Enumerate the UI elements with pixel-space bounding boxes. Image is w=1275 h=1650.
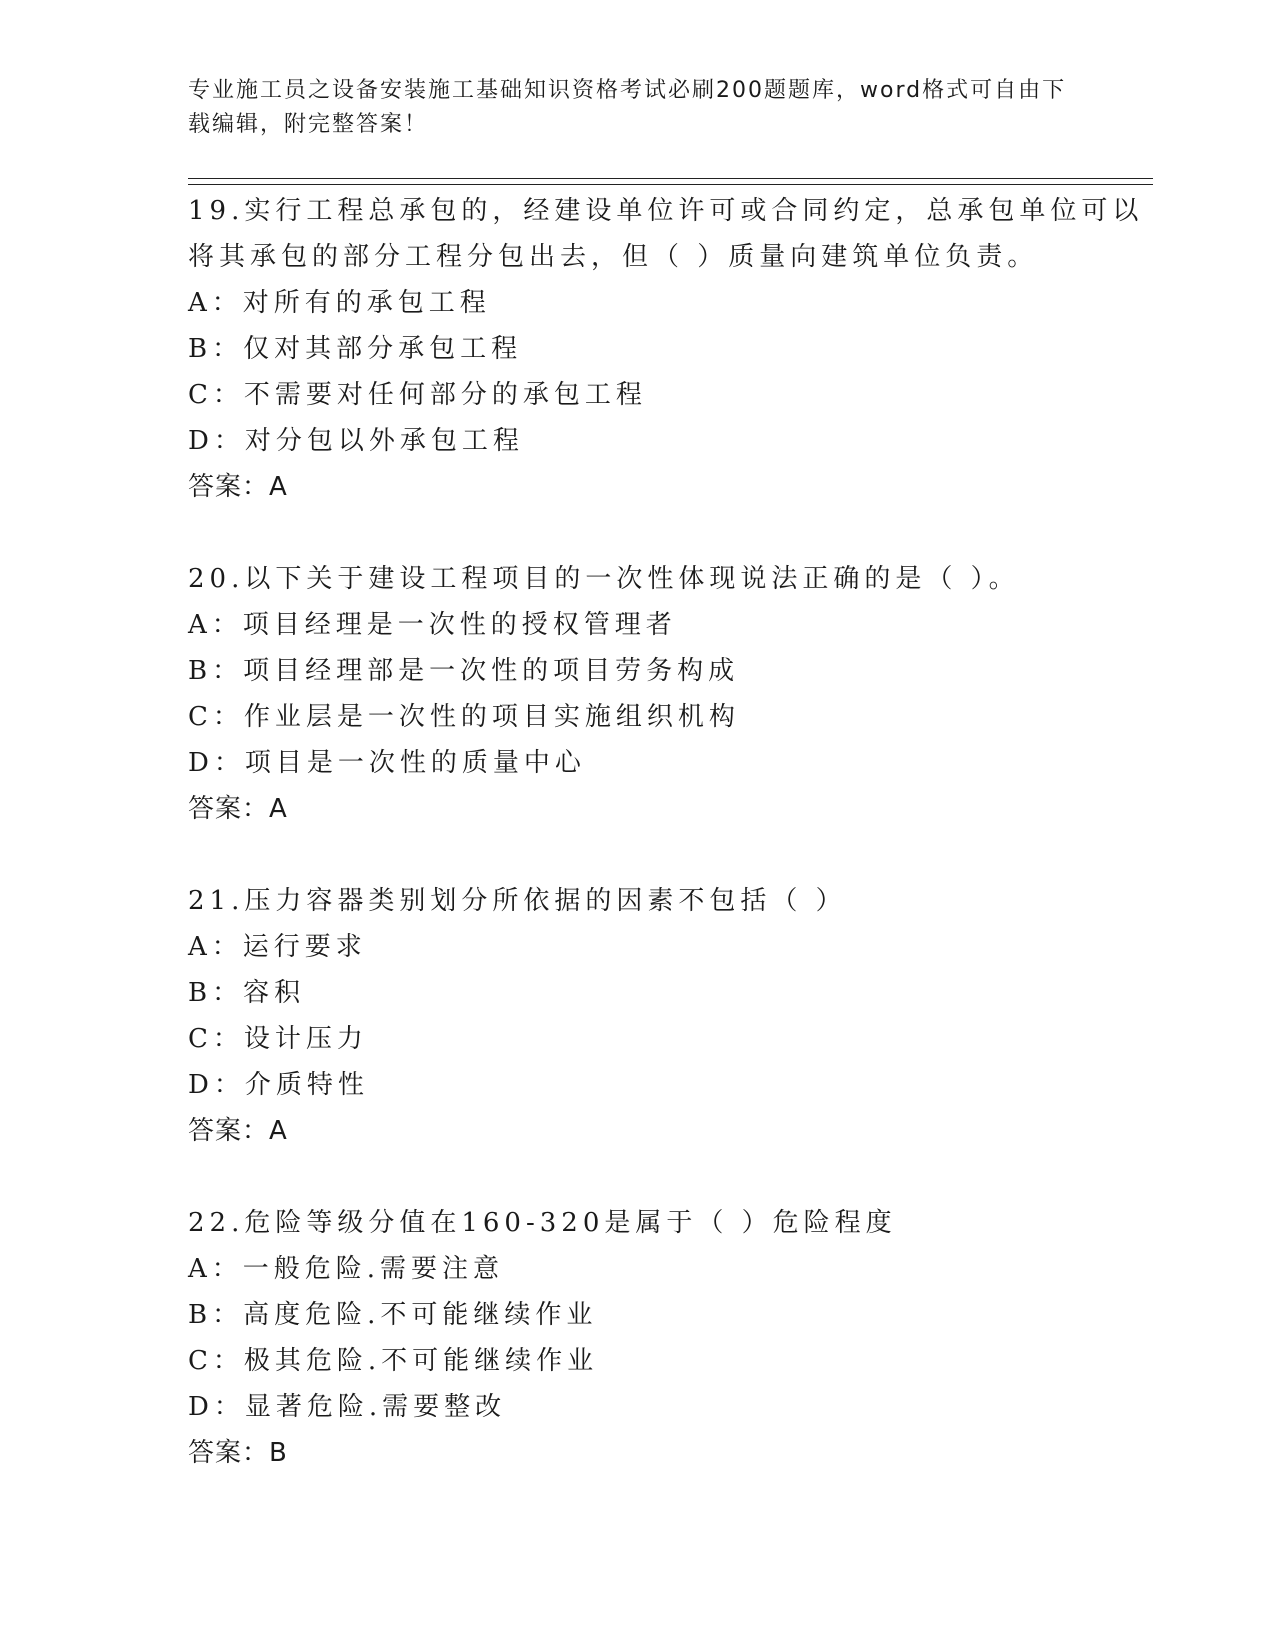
question-stem: 21.压力容器类别划分所依据的因素不包括（ ） [188, 886, 847, 916]
question-list [188, 188, 1148, 1476]
option-c: C：设计压力 [188, 1024, 368, 1054]
option-c: C：极其危险.不可能继续作业 [188, 1346, 599, 1376]
option-a: A：对所有的承包工程 [188, 288, 491, 318]
question-spacer [188, 510, 1148, 556]
question-spacer [188, 832, 1148, 878]
option-c: C：作业层是一次性的项目实施组织机构 [188, 702, 740, 732]
question-spacer [188, 1154, 1148, 1200]
question-22 [188, 1200, 1148, 1476]
answer: 答案：A [188, 472, 288, 502]
option-b: B：高度危险.不可能继续作业 [188, 1300, 598, 1330]
header-divider-top [188, 178, 1153, 179]
header-divider-bottom [188, 184, 1153, 185]
option-b: B：容积 [188, 978, 306, 1008]
option-a: A：一般危险.需要注意 [188, 1254, 505, 1284]
question-21 [188, 878, 1148, 1154]
question-stem: 20.以下关于建设工程项目的一次性体现说法正确的是（ ）。 [188, 564, 1020, 594]
option-d: D：介质特性 [188, 1070, 369, 1100]
option-b: B：项目经理部是一次性的项目劳务构成 [188, 656, 740, 686]
answer: 答案：A [188, 794, 288, 824]
document-header: 专业施工员之设备安装施工基础知识资格考试必刷200题题库，word格式可自由下载编辑，附完整答案！ [188, 78, 1067, 137]
question-20 [188, 556, 1148, 832]
option-a: A：运行要求 [188, 932, 367, 962]
question-19 [188, 188, 1148, 510]
option-d: D：对分包以外承包工程 [188, 426, 524, 456]
answer: 答案：B [188, 1438, 288, 1468]
question-stem: 19.实行工程总承包的，经建设单位许可或合同约定，总承包单位可以将其承包的部分工程分包出去，但（ ）质量向建筑单位负责。 [188, 196, 1144, 272]
option-d: D：显著危险.需要整改 [188, 1392, 507, 1422]
option-a: A：项目经理是一次性的授权管理者 [188, 610, 677, 640]
option-c: C：不需要对任何部分的承包工程 [188, 380, 647, 410]
option-b: B：仅对其部分承包工程 [188, 334, 523, 364]
question-stem: 22.危险等级分值在160-320是属于（ ）危险程度 [188, 1208, 897, 1238]
option-d: D：项目是一次性的质量中心 [188, 748, 586, 778]
answer: 答案：A [188, 1116, 288, 1146]
